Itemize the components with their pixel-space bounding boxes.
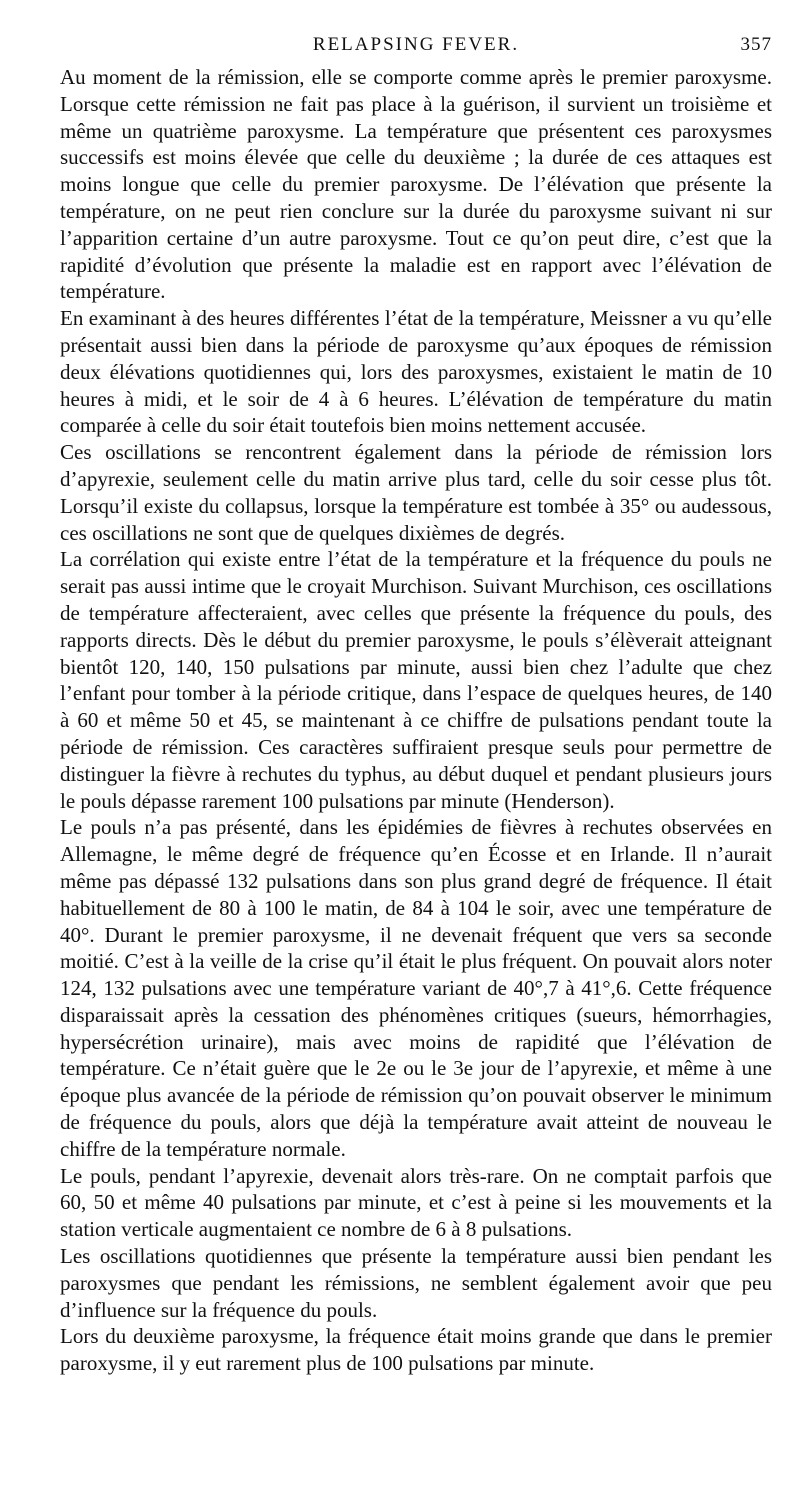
paragraph-3: Ces oscillations se rencontrent également dans la période de rémission lors d’apyrexie, seulement celle du matin arrive plus tard, celle du soir cesse plus tôt. Lorsqu’il existe du collapsus, lorsque la température est tombée à 35° ou audessous, ces oscillations ne sont que de quelques dixièmes de degrés.	[60, 440, 772, 545]
paragraph-5: Le pouls n’a pas présenté, dans les épidémies de fièvres à rechutes observées en Allemagne, le même degré de fréquence qu’en Écosse et en Irlande. Il n’aurait même pas dépassé 132 pulsations dans son plus grand degré de fréquence. Il était habituellement de 80 à 100 le matin, de 84 à 104 le soir, avec une température de 40°. Durant le premier paroxysme, il ne devenait fréquent que vers sa seconde moitié. C’est à la veille de la crise qu’il était le plus fréquent. On pouvait alors noter 124, 132 pulsations avec une température variant de 40°,7 à 41°,6. Cette fréquence disparaissait après la cessation des phénomènes critiques (sueurs, hémorrhagies, hypersécrétion urinaire), mais avec moins de rapidité que l’élévation de température. Ce n’était guère que le 2e ou le 3e jour de l’apyrexie, et même à une époque plus avancée de la période de rémission qu’on pouvait observer le minimum de fréquence du pouls, alors que déjà la température avait atteint de nouveau le chiffre de la température normale.	[60, 815, 772, 1161]
page-number: 357	[740, 34, 772, 55]
paragraph-4: La corrélation qui existe entre l’état de la température et la fréquence du pouls ne serait pas aussi intime que le croyait Murchison. Suivant Murchison, ces oscillations de température affecteraient, avec celles que présente la fréquence du pouls, des rapports directs. Dès le début du premier paroxysme, le pouls s’élèverait atteignant bientôt 120, 140, 150 pulsations par minute, aussi bien chez l’adulte que chez l’enfant pour tomber à la période critique, dans l’espace de quelques heures, de 140 à 60 et même 50 et 45, se maintenant à ce chiffre de pulsations pendant toute la période de rémission. Ces caractères suffiraient presque seuls pour permettre de distinguer la fièvre à rechutes du typhus, au début duquel et pendant plusieurs jours le pouls dépasse rarement 100 pulsations par minute (Henderson).	[60, 547, 772, 813]
paragraph-7: Les oscillations quotidiennes que présente la température aussi bien pendant les paroxysmes que pendant les rémissions, ne semblent également avoir que peu d’influence sur la fréquence du pouls.	[60, 1244, 772, 1322]
body-text	[60, 64, 772, 1377]
running-title: RELAPSING FEVER.	[312, 34, 520, 55]
running-head	[60, 34, 772, 56]
paragraph-8: Lors du deuxième paroxysme, la fréquence était moins grande que dans le premier paroxysme, il y eut rarement plus de 100 pulsations par minute.	[60, 1324, 772, 1376]
paragraph-1: Au moment de la rémission, elle se comporte comme après le premier paroxysme. Lorsque cette rémission ne fait pas place à la guérison, il survient un troisième et même un quatrième paroxysme. La température que présentent ces paroxysmes successifs est moins élevée que celle du deuxième ; la durée de ces attaques est moins longue que celle du premier paroxysme. De l’élévation que présente la température, on ne peut rien conclure sur la durée du paroxysme suivant ni sur l’apparition certaine d’un autre paroxysme. Tout ce qu’on peut dire, c’est que la rapidité d’évolution que présente la maladie est en rapport avec l’élévation de température.	[60, 65, 772, 304]
paragraph-6: Le pouls, pendant l’apyrexie, devenait alors très-rare. On ne comptait parfois que 60, 50 et même 40 pulsations par minute, et c’est à peine si les mouvements et la station verticale augmentaient ce nombre de 6 à 8 pulsations.	[60, 1163, 772, 1242]
paragraph-2: En examinant à des heures différentes l’état de la température, Meissner a vu qu’elle présentait aussi bien dans la période de paroxysme qu’aux époques de rémission deux élévations quotidiennes qui, lors des paroxysmes, existaient le matin de 10 heures à midi, et le soir de 4 à 6 heures. L’élévation de température du matin comparée à celle du soir était toutefois bien moins nettement accusée.	[60, 306, 772, 438]
